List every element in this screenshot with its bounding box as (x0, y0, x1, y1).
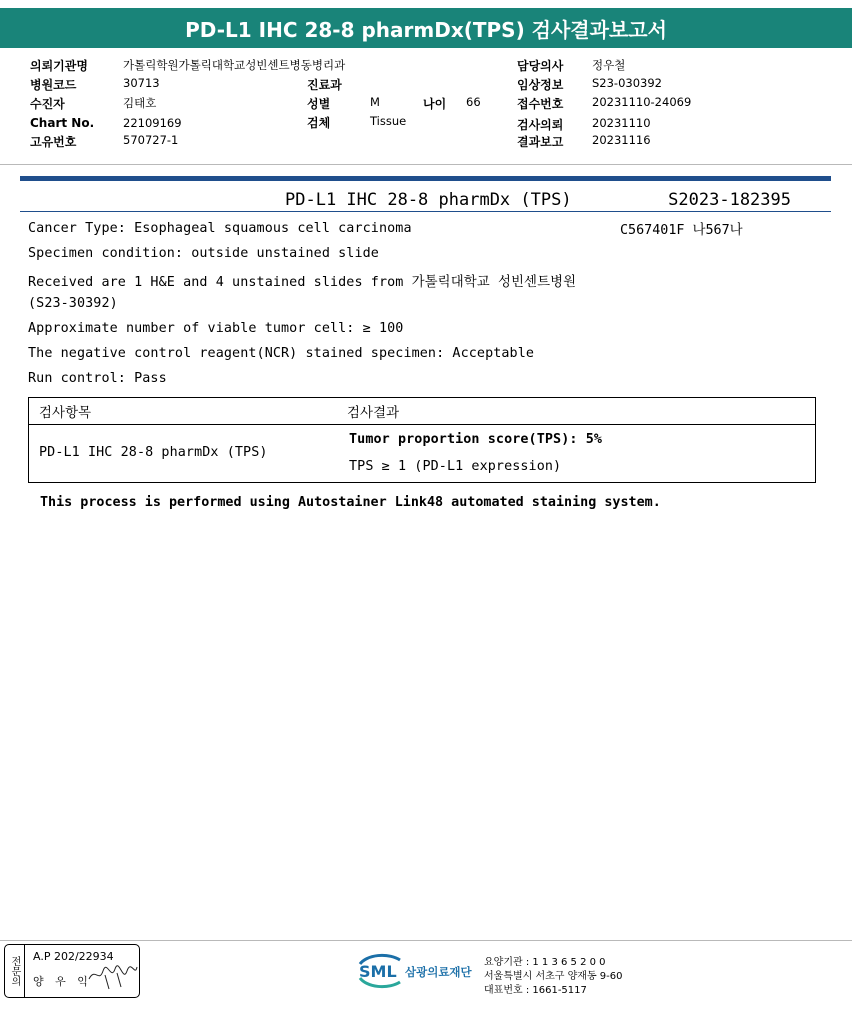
patient-value: 김태호 (123, 96, 157, 110)
report-line-ncr: The negative control reagent(NCR) stained specimen: Acceptable (28, 346, 535, 361)
result-table (28, 397, 816, 483)
report-date-label: 결과보고 (517, 135, 564, 149)
pathologist-signature-box (4, 944, 140, 998)
report-top-rule (20, 176, 831, 181)
header-divider (0, 164, 852, 165)
org-address: 서울특별시 서초구 양재동 9-60 (484, 971, 623, 982)
report-line-case-ref: (S23-30392) (28, 296, 118, 311)
slide-code-tag: C567401F 나567나 (620, 223, 743, 238)
hospital-code-label: 병원코드 (30, 78, 77, 92)
column-header-result: 검사결과 (347, 406, 400, 421)
org-code: 요양기관 : 1 1 3 6 5 2 0 0 (484, 957, 606, 968)
doctor-label: 담당의사 (517, 59, 564, 73)
test-item-cell: PD-L1 IHC 28-8 pharmDx (TPS) (39, 445, 268, 460)
chart-label: Chart No. (30, 116, 95, 130)
footer-divider (0, 940, 852, 941)
report-heading-rule (20, 211, 831, 212)
patient-label: 수진자 (30, 97, 65, 111)
sex-label: 성별 (307, 97, 331, 111)
unique-value: 570727-1 (123, 133, 179, 147)
chart-value: 22109169 (123, 116, 182, 130)
report-date-value: 20231116 (592, 133, 651, 147)
receipt-label: 접수번호 (517, 97, 564, 111)
report-line-run-control: Run control: Pass (28, 371, 167, 386)
doctor-value: 정우철 (592, 58, 626, 72)
specialist-label (5, 945, 25, 997)
report-line-specimen-condition: Specimen condition: outside unstained slide (28, 246, 379, 261)
clinical-label: 임상정보 (517, 78, 564, 92)
institution-label: 의뢰기관명 (30, 59, 88, 73)
age-value: 66 (466, 95, 481, 109)
institution-value: 가톨릭학원가톨릭대학교성빈센트병동병리과 (123, 58, 346, 72)
report-line-received: Received are 1 H&E and 4 unstained slides from 가톨릭대학교 성빈센트병원 (28, 275, 577, 290)
org-phone: 대표번호 : 1661-5117 (484, 985, 587, 996)
report-line-tumor-cell: Approximate number of viable tumor cell: ≥ 100 (28, 321, 404, 336)
pathologist-name: 양 우 익 (33, 975, 92, 988)
receipt-value: 20231110-24069 (592, 95, 692, 109)
test-title: PD-L1 IHC 28-8 pharmDx (TPS) (285, 190, 572, 210)
specimen-label: 검체 (307, 116, 331, 130)
clinical-value: S23-030392 (592, 76, 662, 90)
logo-mark-text: SML (359, 962, 397, 981)
column-header-item: 검사항목 (39, 406, 92, 421)
specialist-label-text: 전문의 (9, 956, 20, 986)
request-label: 검사의뢰 (517, 118, 564, 132)
report-title-bar (0, 8, 852, 48)
hospital-code-value: 30713 (123, 76, 160, 90)
handwritten-signature (87, 961, 139, 991)
tps-score-cell: Tumor proportion score(TPS): 5% (349, 432, 603, 447)
process-note: This process is performed using Autostainer Link48 automated staining system. (40, 495, 661, 510)
result-table-header (29, 398, 815, 425)
report-heading (20, 184, 831, 212)
sex-value: M (370, 95, 380, 109)
report-title: PD-L1 IHC 28-8 pharmDx(TPS) 검사결과보고서 (185, 17, 667, 42)
age-label: 나이 (423, 97, 447, 111)
request-value: 20231110 (592, 116, 651, 130)
ap-number: A.P 202/22934 (33, 950, 114, 963)
dept-label: 진료과 (307, 78, 342, 92)
report-line-cancer-type: Cancer Type: Esophageal squamous cell carcinoma (28, 221, 412, 236)
specimen-value: Tissue (370, 114, 407, 128)
accession-number: S2023-182395 (668, 190, 791, 210)
tps-interpretation-cell: TPS ≥ 1 (PD-L1 expression) (349, 459, 562, 474)
unique-label: 고유번호 (30, 135, 77, 149)
org-name: 삼광의료재단 (405, 965, 472, 979)
